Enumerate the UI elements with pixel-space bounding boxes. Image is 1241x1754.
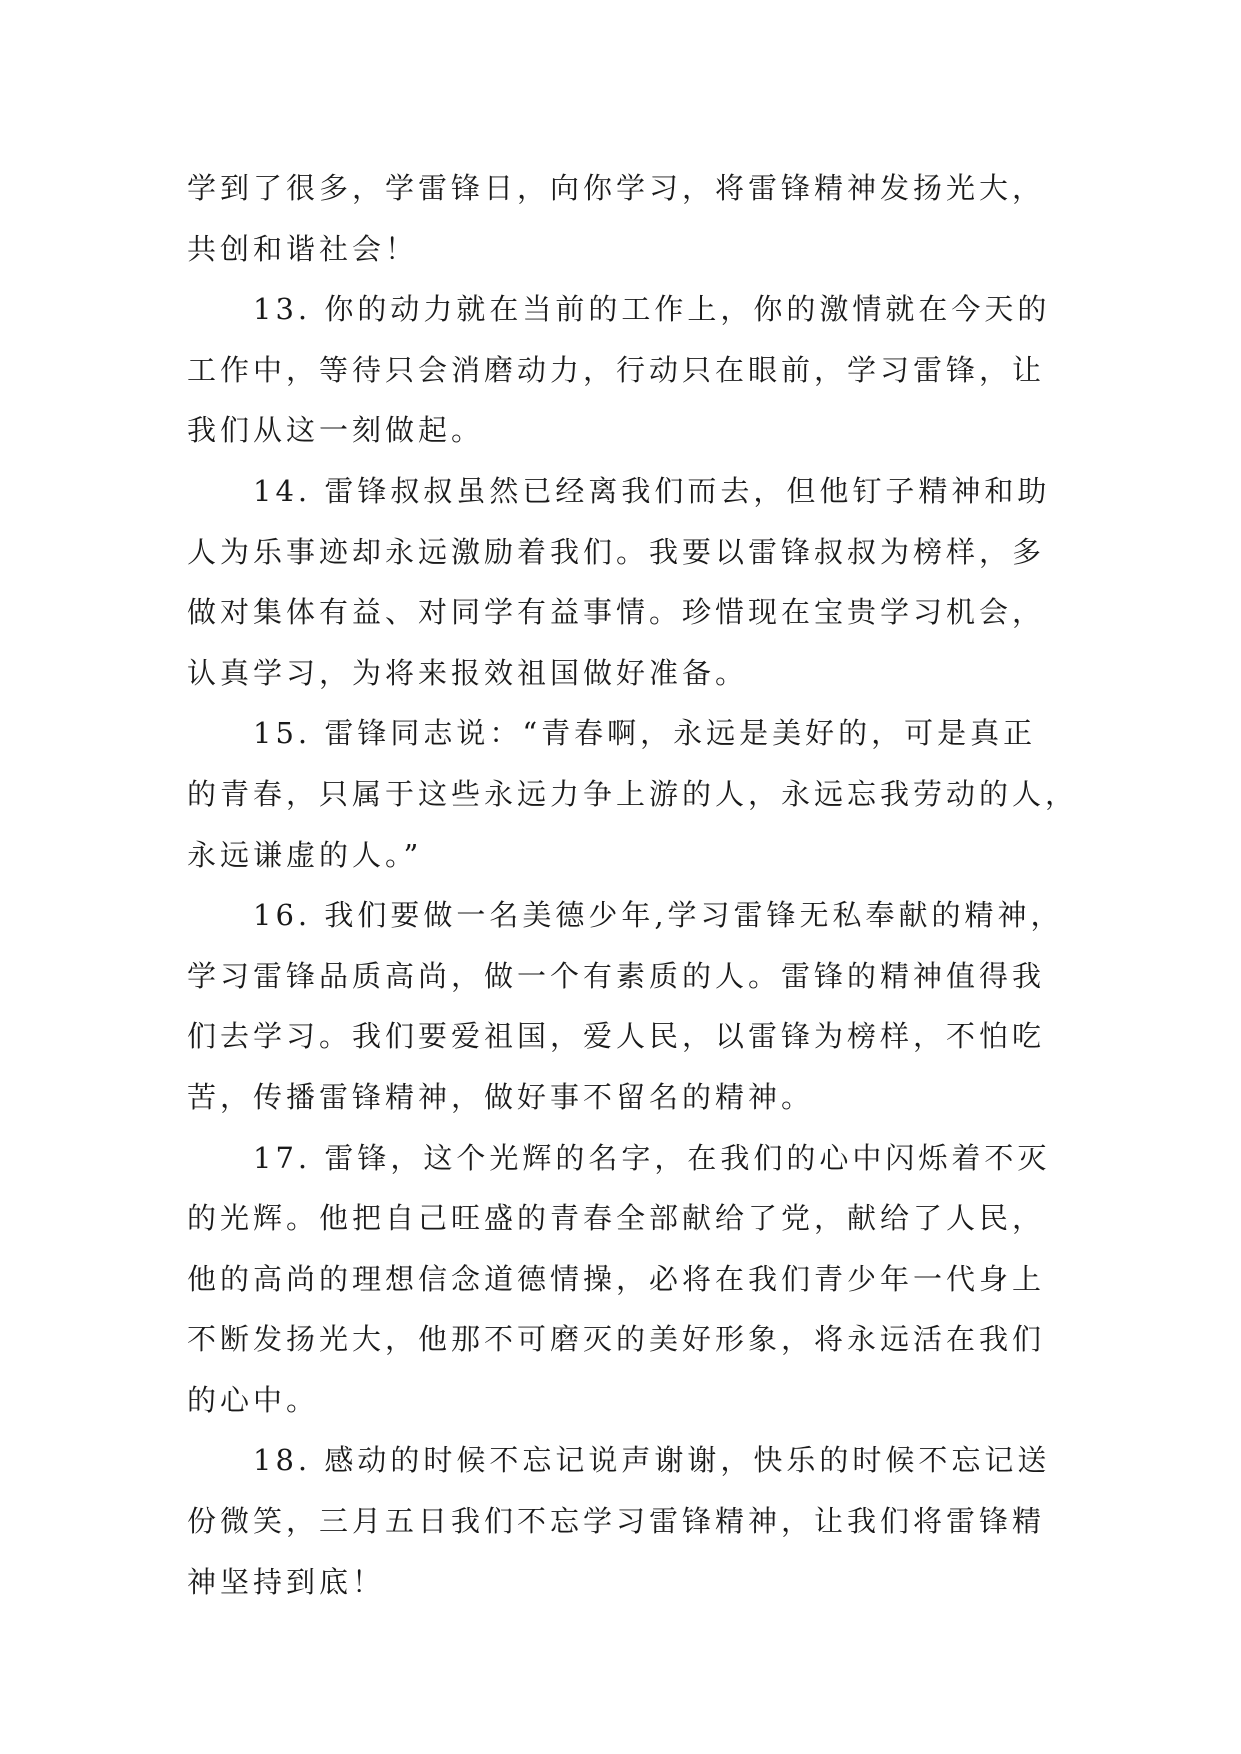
text-line: 们去学习。我们要爱祖国，爱人民，以雷锋为榜样，不怕吃 [187,1019,1046,1054]
text-line: 15. 雷锋同志说：“青春啊，永远是美好的，可是真正 [253,716,1037,751]
text-line: 认真学习，为将来报效祖国做好准备。 [187,655,749,690]
text-line: 不断发扬光大，他那不可磨灭的美好形象，将永远活在我们 [187,1322,1046,1357]
text-line: 工作中，等待只会消磨动力，行动只在眼前，学习雷锋，让 [187,352,1046,387]
text-line: 18. 感动的时候不忘记说声谢谢，快乐的时候不忘记送 [253,1443,1051,1478]
text-line: 做对集体有益、对同学有益事情。珍惜现在宝贵学习机会， [187,595,1046,630]
text-line: 人为乐事迹却永远激励着我们。我要以雷锋叔叔为榜样，多 [187,534,1046,569]
paragraph-item-18 [187,1430,1057,1612]
text-line: 14. 雷锋叔叔虽然已经离我们而去，但他钉子精神和助 [253,473,1051,508]
text-line: 17. 雷锋，这个光辉的名字，在我们的心中闪烁着不灭 [253,1140,1051,1175]
text-line: 的青春，只属于这些永远力争上游的人，永远忘我劳动的人， [187,776,1079,811]
text-line: 苦，传播雷锋精神，做好事不留名的精神。 [187,1079,815,1114]
text-line: 永远谦虚的人。” [187,837,423,872]
text-line: 份微笑，三月五日我们不忘学习雷锋精神，让我们将雷锋精 [187,1504,1046,1539]
paragraph-continued [187,158,1057,279]
text-line: 学习雷锋品质高尚，做一个有素质的人。雷锋的精神值得我 [187,958,1046,993]
text-line: 我们从这一刻做起。 [187,413,485,448]
paragraph-item-16 [187,885,1064,1127]
text-line: 的光辉。他把自己旺盛的青春全部献给了党，献给了人民， [187,1201,1046,1236]
paragraph-item-13 [187,279,1057,461]
paragraph-item-17 [187,1128,1057,1431]
text-line: 13. 你的动力就在当前的工作上，你的激情就在今天的 [253,292,1051,327]
paragraph-item-14 [187,461,1057,703]
text-line: 学到了很多，学雷锋日，向你学习，将雷锋精神发扬光大， [187,171,1046,205]
document-body [187,158,1079,1612]
text-line: 共创和谐社会！ [187,231,419,266]
paragraph-item-15 [187,703,1079,885]
text-line: 他的高尚的理想信念道德情操，必将在我们青少年一代身上 [187,1261,1046,1296]
text-line: 16. 我们要做一名美德少年,学习雷锋无私奉献的精神， [253,898,1064,933]
text-line: 神坚持到底！ [187,1564,386,1599]
text-line: 的心中。 [187,1382,320,1417]
